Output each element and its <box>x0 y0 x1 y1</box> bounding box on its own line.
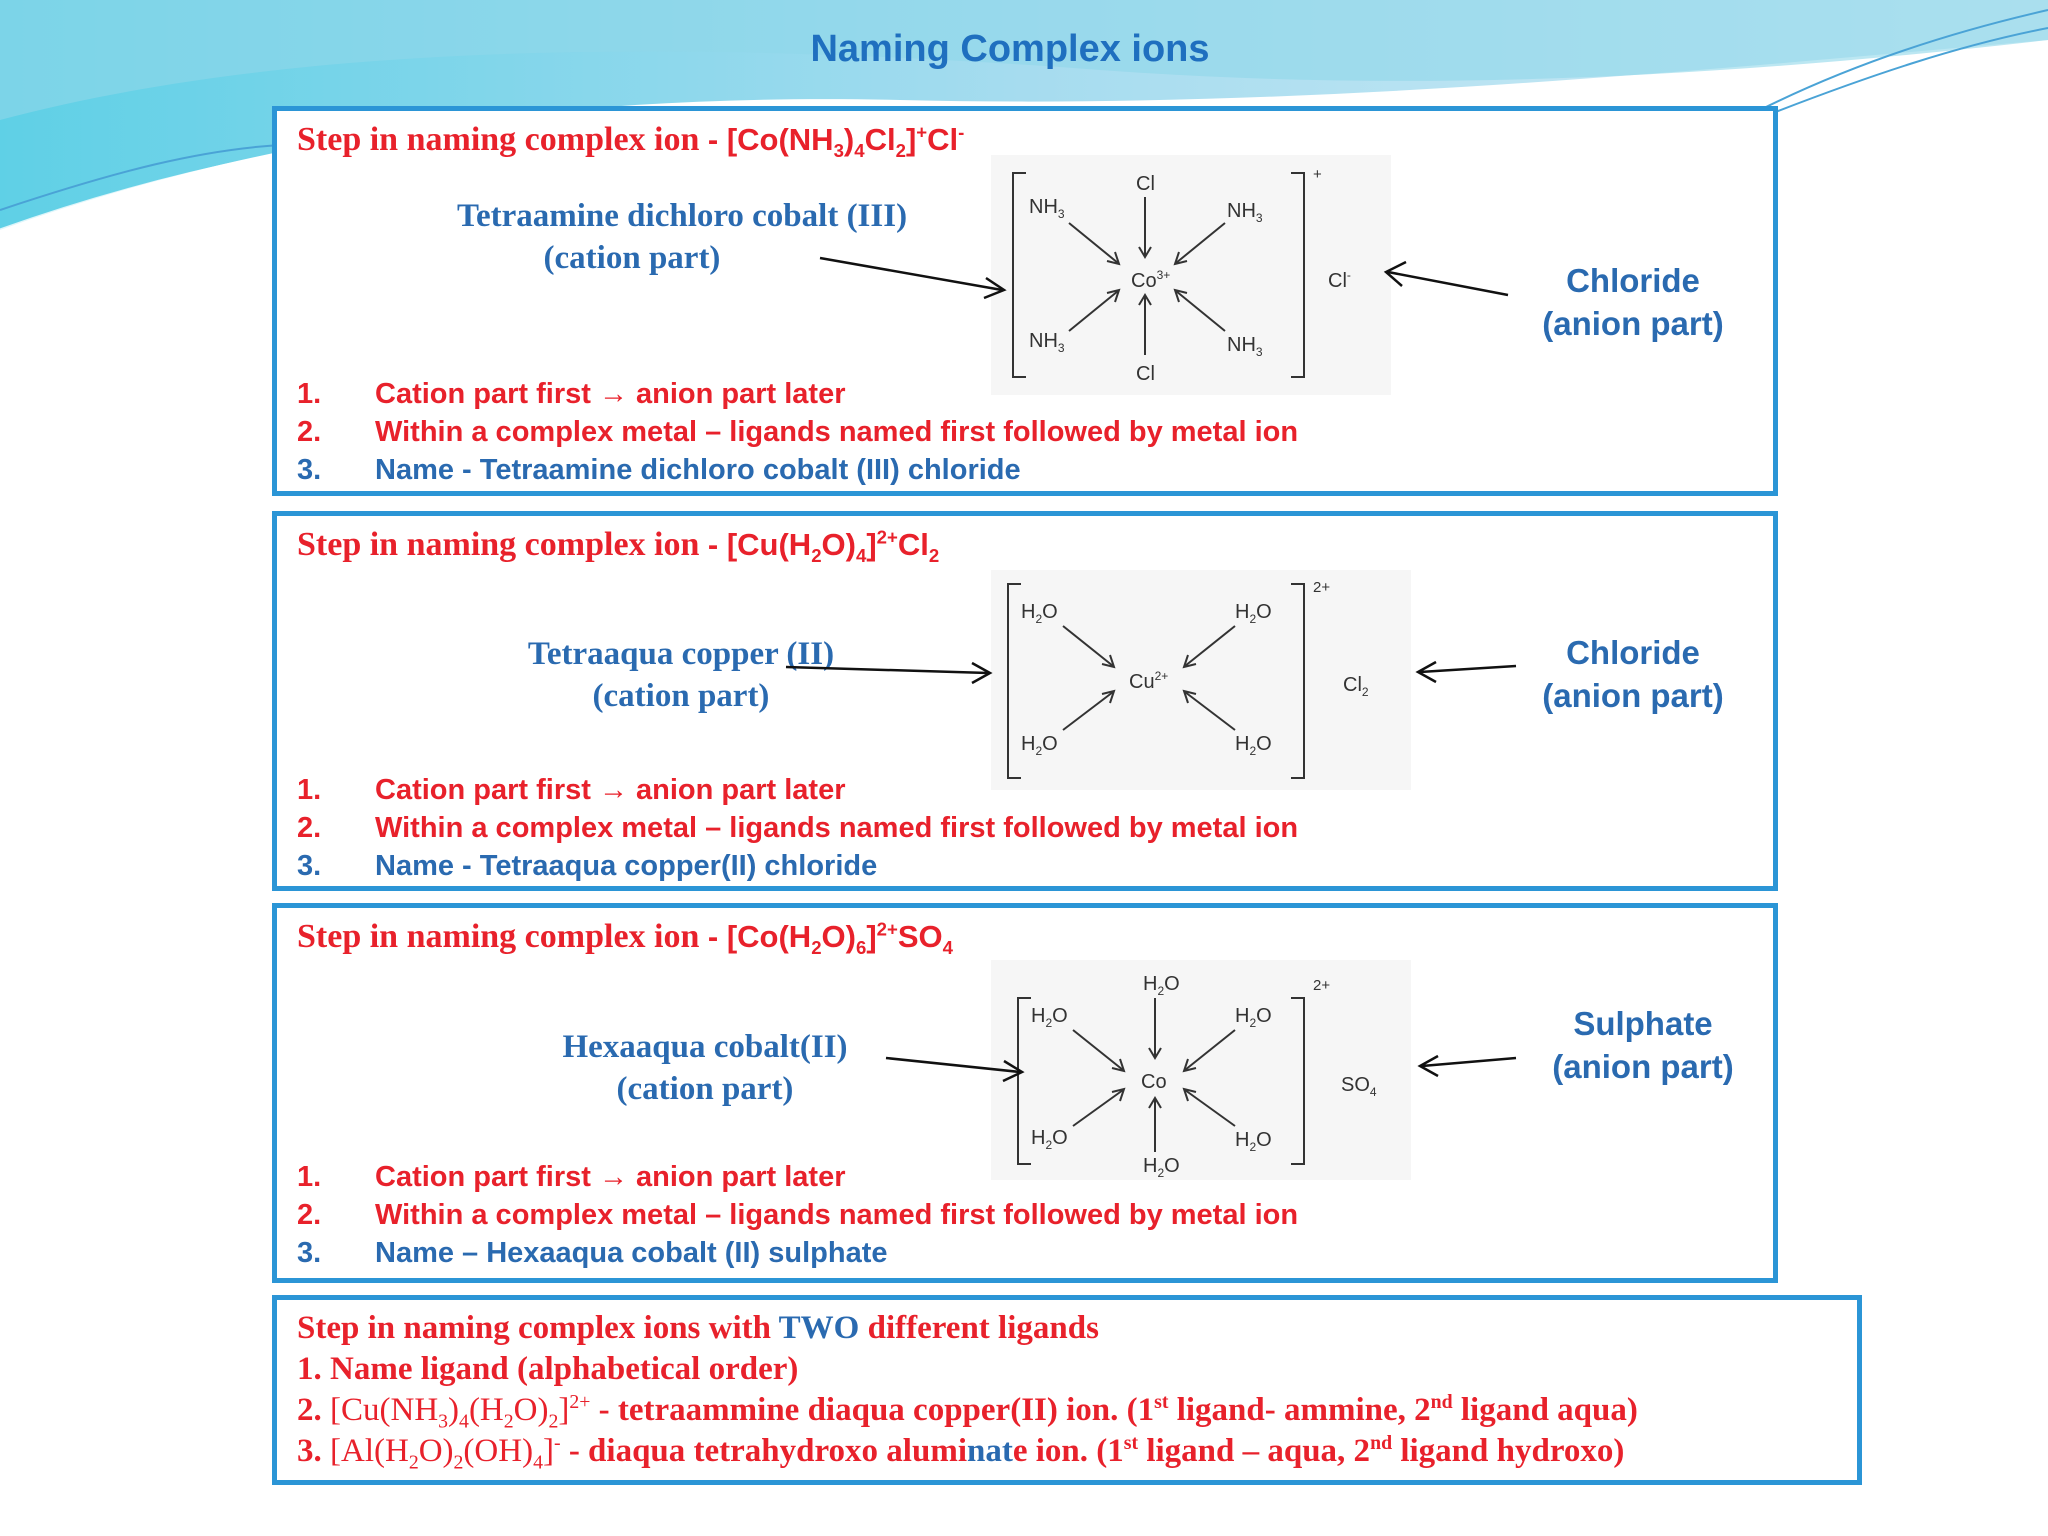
panel1-heading <box>297 121 965 162</box>
ligand-h2o: $H_2O$ <box>1031 1127 1068 1152</box>
anion-name: Sulphate <box>1573 1005 1713 1042</box>
panel3-formula: - $[Co(H_2O)_6]^{2+}SO_4$ <box>707 918 953 959</box>
metal-center: $Co^{3+}$ <box>1131 268 1171 292</box>
formula-copper-complex: $[Cu(NH_3)_4(H_2O)_2]^{2+}$ <box>330 1391 591 1433</box>
ligand-h2o: $H_2O$ <box>1235 1005 1272 1030</box>
anion-part: (anion part) <box>1542 305 1724 342</box>
ligand-nh3: $NH_3$ <box>1227 334 1263 359</box>
panel4-rule-3: 3. $[Al(H_2O)_2(OH)_4]^-$ - diaqua tetrahydroxo aluminate ion. (1st ligand – aqua, 2nd ligand hydroxo) <box>297 1432 1625 1474</box>
ligand-nh3: $NH_3$ <box>1227 200 1263 225</box>
anion-symbol: $Cl_2$ <box>1343 674 1369 699</box>
panel3-heading <box>297 918 953 959</box>
panel2-structure-diagram <box>991 570 1411 790</box>
anion-part: (anion part) <box>1552 1048 1734 1085</box>
cation-name: Hexaaqua cobalt(II) <box>562 1029 848 1065</box>
panel4-rule-1: 1. Name ligand (alphabetical order) <box>297 1351 799 1387</box>
panel3-cation-label <box>545 1026 865 1110</box>
step-label: Step in naming complex ion <box>297 918 700 955</box>
anion-name: Chloride <box>1566 634 1700 671</box>
panel4-rule-2: 2. $[Cu(NH_3)_4(H_2O)_2]^{2+}$ - tetraammine diaqua copper(II) ion. (1st ligand- ammine, 2nd ligand aqua) <box>297 1391 1638 1433</box>
panel-two-ligands <box>272 1295 1862 1485</box>
ligand-h2o: $H_2O$ <box>1031 1005 1068 1030</box>
cation-part: (cation part) <box>543 240 721 276</box>
cation-name: Tetraaqua copper (II) <box>527 636 835 672</box>
panel-cobalt-hexaaqua: Step in naming complex ion - $[Co(H_2O)_6]^{2+}SO_4$ Hexaaqua cobalt(II) (cation part) 2+ $H_2O$ $H_2O$ $H_2O$ $H_2O$ $H_2O$ $H_2O$ Co $SO_4$ Sulphate (anion part) 1. Cation part first → anion part later 2. Within a complex metal – ligands named first followed by metal ion 3. Name – Hexaaqua cobalt (II) sulphate <box>272 903 1778 1283</box>
panel4-text <box>297 1308 1638 1472</box>
anion-symbol: $SO_4$ <box>1341 1074 1377 1099</box>
complex-charge: 2+ <box>1313 977 1331 994</box>
cation-name: Tetraamine dichloro cobalt (III) <box>457 198 908 234</box>
panel1-anion-label <box>1523 259 1743 345</box>
page-title: Naming Complex ions <box>810 28 1210 70</box>
ligand-h2o: $H_2O$ <box>1235 601 1272 626</box>
ligand-h2o: $H_2O$ <box>1235 733 1272 758</box>
anion-part: (anion part) <box>1542 677 1724 714</box>
panel1-structure-diagram <box>991 155 1391 395</box>
anion-symbol: Cl- <box>1328 268 1351 292</box>
ligand-h2o: $H_2O$ <box>1021 601 1058 626</box>
panel1-cation-label <box>457 195 908 279</box>
step-label: Step in naming complex ion <box>297 121 700 158</box>
cation-part: (cation part) <box>592 678 770 714</box>
complex-charge: 2+ <box>1313 579 1331 596</box>
metal-center: Co <box>1141 1071 1167 1093</box>
ligand-h2o: $H_2O$ <box>1235 1129 1272 1154</box>
anion-name: Chloride <box>1566 262 1700 299</box>
panel2-cation-label <box>521 633 841 717</box>
ligand-nh3: $NH_3$ <box>1029 330 1065 355</box>
metal-center: $Cu^{2+}$ <box>1129 669 1169 693</box>
panel3-anion-label <box>1533 1002 1753 1088</box>
formula-aluminium-complex: $[Al(H_2O)_2(OH)_4]^-$ <box>330 1432 561 1474</box>
ligand-top-cl: Cl <box>1136 173 1155 195</box>
complex-charge: + <box>1313 166 1322 183</box>
panel4-heading: Step in naming complex ions with TWO different ligands <box>297 1310 1099 1346</box>
panel-cobalt-tetraamine: Step in naming complex ion - $[Co(NH_3)_4Cl_2]^+Cl^-$ Tetraamine dichloro cobalt (III) (cation part) + Cl Cl $NH_3$ $NH_3$ $NH_3$ $NH_3$ $Co^{3+}$ Cl- Chloride (anion part) 1. Cation part first → anion part later 2. Within a complex metal – ligands named first followed by metal ion 3. Name - Tetraamine dichloro cobalt (III) chloride <box>272 106 1778 496</box>
panel2-heading <box>297 526 940 567</box>
cation-part: (cation part) <box>616 1071 794 1107</box>
ligand-h2o: $H_2O$ <box>1143 1155 1180 1180</box>
panel1-formula: - $[Co(NH_3)_4Cl_2]^+Cl^-$ <box>707 121 965 162</box>
ligand-bottom-cl: Cl <box>1136 363 1155 385</box>
ligand-h2o: $H_2O$ <box>1021 733 1058 758</box>
ligand-nh3: $NH_3$ <box>1029 196 1065 221</box>
ligand-h2o: $H_2O$ <box>1143 973 1180 998</box>
panel2-anion-label <box>1523 631 1743 717</box>
panel3-structure-diagram <box>991 960 1411 1180</box>
panel2-formula: - $[Cu(H_2O)_4]^{2+}Cl_2$ <box>707 526 940 567</box>
step-label: Step in naming complex ion <box>297 526 700 563</box>
panel-copper-tetraaqua: Step in naming complex ion - $[Cu(H_2O)_4]^{2+}Cl_2$ Tetraaqua copper (II) (cation part) 2+ $H_2O$ $H_2O$ $H_2O$ $H_2O$ $Cu^{2+}$ $Cl_2$ Chloride (anion part) 1. Cation part first → anion part later 2. Within a complex metal – ligands named first followed by metal ion 3. Name - Tetraaqua copper(II) chloride <box>272 511 1778 891</box>
